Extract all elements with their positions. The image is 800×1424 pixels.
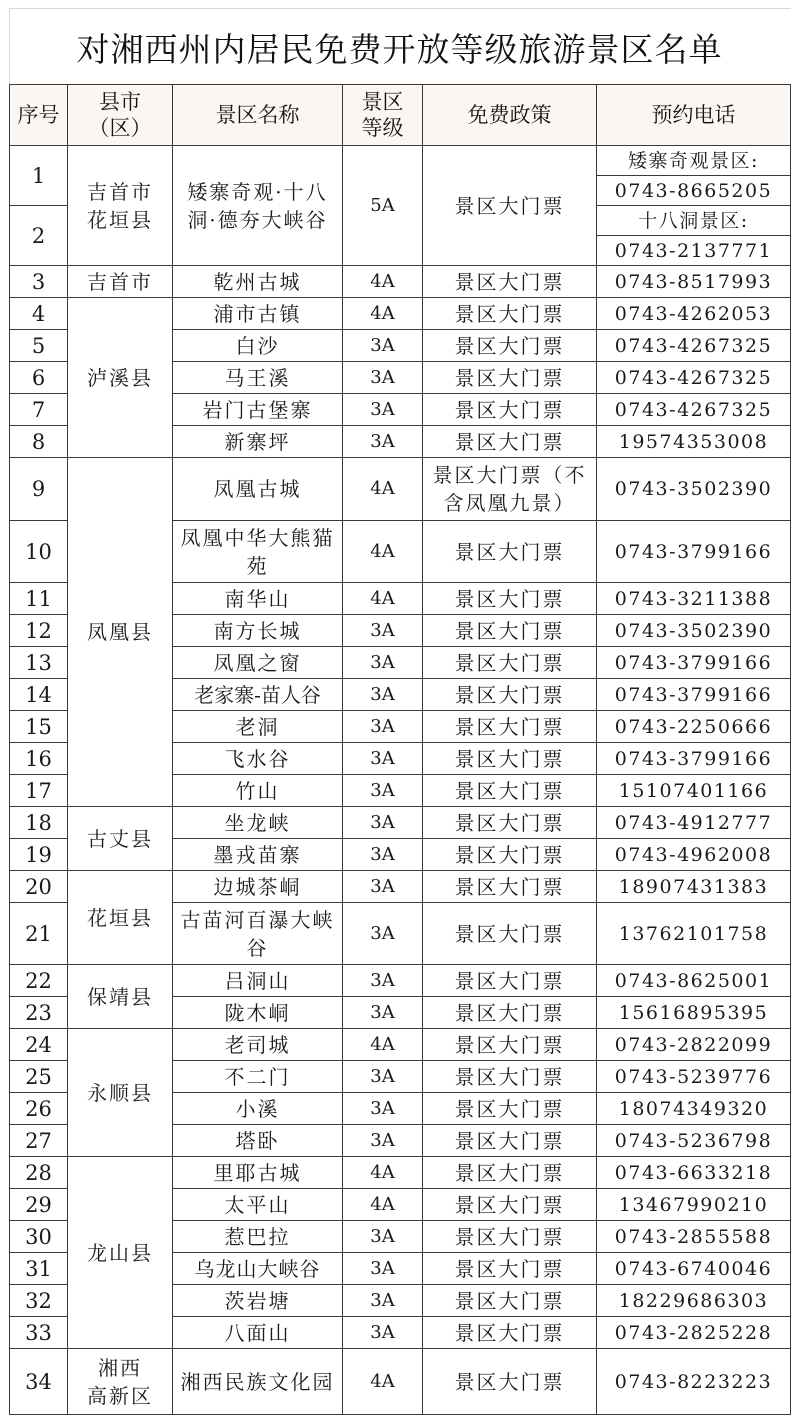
header-grade [343,85,423,146]
row-name [173,1349,343,1415]
scenic-spots-table [9,84,791,1415]
row-county: 花垣县 [68,871,173,965]
row-name: 岩门古堡寨 [173,394,343,426]
row-grade: 4A [343,266,423,298]
row-name: 新寨坪 [173,426,343,458]
row-policy: 景区大门票 [423,1285,597,1317]
county-line2: 花垣县 [87,207,153,232]
header-index: 序号 [10,85,68,146]
row-policy: 景区大门票 [423,1029,597,1061]
row-policy: 景区大门票 [423,1349,597,1415]
row-phone: 0743-6633218 [597,1157,791,1189]
header-county [68,85,173,146]
row-name: 南华山 [173,583,343,615]
county-line1: 湘西 [98,1355,142,1380]
row-phone: 0743-2137771 [597,236,791,266]
header-policy: 免费政策 [423,85,597,146]
row-county [68,1349,173,1415]
row-index: 20 [10,871,68,903]
row-county: 龙山县 [68,1157,173,1349]
row-grade: 3A [343,1221,423,1253]
row-index: 21 [10,903,68,965]
row-policy: 景区大门票 [423,146,597,266]
row-name: 老家寨-苗人谷 [173,679,343,711]
row-policy: 景区大门票 [423,743,597,775]
row-policy: 景区大门票 [423,775,597,807]
row-policy: 景区大门票 [423,615,597,647]
row-phone: 0743-3799166 [597,743,791,775]
row-policy [423,458,597,521]
row-index: 28 [10,1157,68,1189]
row-grade: 3A [343,839,423,871]
row-grade: 3A [343,965,423,997]
row-name: 陇木峒 [173,997,343,1029]
row-index: 1 [10,146,68,206]
row-grade: 3A [343,1125,423,1157]
row-grade: 3A [343,1317,423,1349]
row-grade: 4A [343,1189,423,1221]
table-row [10,965,791,997]
header-grade-line1: 景区 [361,90,404,114]
row-policy: 景区大门票 [423,298,597,330]
row-grade: 4A [343,1157,423,1189]
row-phone: 18907431383 [597,871,791,903]
row-name: 南方长城 [173,615,343,647]
row-phone: 0743-3502390 [597,458,791,521]
row-index: 30 [10,1221,68,1253]
row-grade: 3A [343,362,423,394]
table-row [10,298,791,330]
row-grade: 3A [343,426,423,458]
row-phone: 15616895395 [597,997,791,1029]
row-index: 12 [10,615,68,647]
row-policy: 景区大门票 [423,1317,597,1349]
row-county: 凤凰县 [68,458,173,807]
table-row [10,266,791,298]
row-county: 保靖县 [68,965,173,1029]
row-index: 3 [10,266,68,298]
row-phone: 0743-4267325 [597,394,791,426]
row-policy: 景区大门票 [423,711,597,743]
row-name: 惹巴拉 [173,1221,343,1253]
row-phone: 0743-2825228 [597,1317,791,1349]
row-name: 马王溪 [173,362,343,394]
policy-text: 景区大门票（不含凤凰九景） [432,463,587,515]
row-grade: 3A [343,679,423,711]
row-index: 14 [10,679,68,711]
row-phone: 0743-8665205 [597,176,791,206]
row-index: 18 [10,807,68,839]
header-phone: 预约电话 [597,85,791,146]
row-index: 11 [10,583,68,615]
row-grade: 4A [343,1029,423,1061]
row-index: 25 [10,1061,68,1093]
row-phone: 0743-5239776 [597,1061,791,1093]
row-index: 33 [10,1317,68,1349]
row-phone: 19574353008 [597,426,791,458]
row-policy: 景区大门票 [423,394,597,426]
row-index: 5 [10,330,68,362]
row-grade: 4A [343,298,423,330]
row-phone: 0743-3211388 [597,583,791,615]
row-phone: 15107401166 [597,775,791,807]
row-policy: 景区大门票 [423,871,597,903]
row-name: 边城茶峒 [173,871,343,903]
header-county-line2: （区） [88,116,152,140]
table-row [10,1157,791,1189]
table-row [10,871,791,903]
row-phone: 0743-8223223 [597,1349,791,1415]
table-row [10,146,791,176]
county-line1: 吉首市 [87,179,153,204]
county-line2: 高新区 [87,1383,153,1408]
row-index: 16 [10,743,68,775]
row-phone: 0743-4267325 [597,330,791,362]
row-grade: 3A [343,871,423,903]
page-title: 对湘西州内居民免费开放等级旅游景区名单 [76,29,723,69]
row-policy: 景区大门票 [423,362,597,394]
row-policy: 景区大门票 [423,965,597,997]
row-name: 老洞 [173,711,343,743]
row-grade: 3A [343,330,423,362]
row-name: 小溪 [173,1093,343,1125]
row-policy: 景区大门票 [423,521,597,583]
row-phone: 0743-4962008 [597,839,791,871]
row-index: 13 [10,647,68,679]
row-phone: 0743-2822099 [597,1029,791,1061]
row-policy: 景区大门票 [423,903,597,965]
row-grade: 4A [343,458,423,521]
header-row [10,85,791,146]
row-grade: 3A [343,394,423,426]
row-grade: 3A [343,1061,423,1093]
row-index: 24 [10,1029,68,1061]
row-grade: 3A [343,647,423,679]
row-index: 15 [10,711,68,743]
row-index: 26 [10,1093,68,1125]
row-name [173,146,343,266]
row-grade: 3A [343,997,423,1029]
row-policy: 景区大门票 [423,1157,597,1189]
row-index: 7 [10,394,68,426]
row-index: 2 [10,206,68,266]
row-index: 31 [10,1253,68,1285]
row-index: 17 [10,775,68,807]
row-phone: 18229686303 [597,1285,791,1317]
row-policy: 景区大门票 [423,679,597,711]
row-policy: 景区大门票 [423,997,597,1029]
row-policy: 景区大门票 [423,839,597,871]
row-policy: 景区大门票 [423,1253,597,1285]
row-county: 古丈县 [68,807,173,871]
row-phone: 0743-4912777 [597,807,791,839]
row-grade: 4A [343,1349,423,1415]
row-phone: 18074349320 [597,1093,791,1125]
row-name: 浦市古镇 [173,298,343,330]
row-index: 8 [10,426,68,458]
row-grade: 3A [343,903,423,965]
header-grade-line2: 等级 [361,116,404,140]
table-row [10,458,791,521]
row-phone: 0743-8625001 [597,965,791,997]
row-index: 9 [10,458,68,521]
table-row [10,1029,791,1061]
row-phone: 0743-2250666 [597,711,791,743]
row-index: 19 [10,839,68,871]
row-policy: 景区大门票 [423,807,597,839]
row-name: 里耶古城 [173,1157,343,1189]
row-grade: 3A [343,615,423,647]
row-policy: 景区大门票 [423,583,597,615]
row-policy: 景区大门票 [423,647,597,679]
row-county: 吉首市 [68,266,173,298]
row-county: 泸溪县 [68,298,173,458]
row-name [173,521,343,583]
row-name: 吕洞山 [173,965,343,997]
row-phone: 0743-6740046 [597,1253,791,1285]
row-grade: 4A [343,583,423,615]
table-row [10,1349,791,1415]
row-phone: 0743-3799166 [597,647,791,679]
row-policy: 景区大门票 [423,1061,597,1093]
row-county: 永顺县 [68,1029,173,1157]
row-phone: 0743-2855588 [597,1221,791,1253]
row-county [68,146,173,266]
row-name: 茨岩塘 [173,1285,343,1317]
row-policy: 景区大门票 [423,1125,597,1157]
row-grade: 3A [343,807,423,839]
header-name: 景区名称 [173,85,343,146]
row-policy: 景区大门票 [423,1093,597,1125]
row-name: 八面山 [173,1317,343,1349]
row-phone: 0743-3502390 [597,615,791,647]
row-name [173,903,343,965]
row-grade: 3A [343,743,423,775]
row-name: 乌龙山大峡谷 [173,1253,343,1285]
row-index: 10 [10,521,68,583]
row-index: 32 [10,1285,68,1317]
row-policy: 景区大门票 [423,1189,597,1221]
row-grade: 3A [343,1285,423,1317]
row-name: 飞水谷 [173,743,343,775]
row-name: 坐龙峡 [173,807,343,839]
row-name: 老司城 [173,1029,343,1061]
row-phone: 0743-3799166 [597,521,791,583]
row-name: 凤凰古城 [173,458,343,521]
name-text: 矮寨奇观·十八洞·德夯大峡谷 [187,179,328,232]
table-row [10,807,791,839]
row-policy: 景区大门票 [423,266,597,298]
row-name: 乾州古城 [173,266,343,298]
row-name: 墨戎苗寨 [173,839,343,871]
row-name: 竹山 [173,775,343,807]
row-grade: 4A [343,521,423,583]
row-index: 23 [10,997,68,1029]
row-policy: 景区大门票 [423,330,597,362]
row-grade: 3A [343,711,423,743]
name-text: 湘西民族文化园 [180,1369,335,1394]
row-policy: 景区大门票 [423,426,597,458]
row-name: 不二门 [173,1061,343,1093]
row-phone: 13762101758 [597,903,791,965]
row-name: 白沙 [173,330,343,362]
row-phone: 0743-4262053 [597,298,791,330]
row-phone: 0743-5236798 [597,1125,791,1157]
row-grade: 3A [343,1253,423,1285]
row-name: 凤凰之窗 [173,647,343,679]
row-name: 塔卧 [173,1125,343,1157]
row-policy: 景区大门票 [423,1221,597,1253]
name-text: 古苗河百瀑大峡谷 [180,907,335,960]
row-name: 太平山 [173,1189,343,1221]
row-index: 22 [10,965,68,997]
row-index: 27 [10,1125,68,1157]
row-phone: 0743-8517993 [597,266,791,298]
row-index: 29 [10,1189,68,1221]
name-text: 凤凰中华大熊猫苑 [180,525,335,578]
row-phone: 0743-3799166 [597,679,791,711]
header-county-line1: 县市 [99,90,141,114]
row-phone: 0743-4267325 [597,362,791,394]
row-phone-label: 矮寨奇观景区: [597,146,791,176]
row-grade: 5A [343,146,423,266]
row-grade: 3A [343,1093,423,1125]
row-index: 34 [10,1349,68,1415]
row-index: 4 [10,298,68,330]
row-phone-label: 十八洞景区: [597,206,791,236]
row-phone: 13467990210 [597,1189,791,1221]
row-index: 6 [10,362,68,394]
row-grade: 3A [343,775,423,807]
